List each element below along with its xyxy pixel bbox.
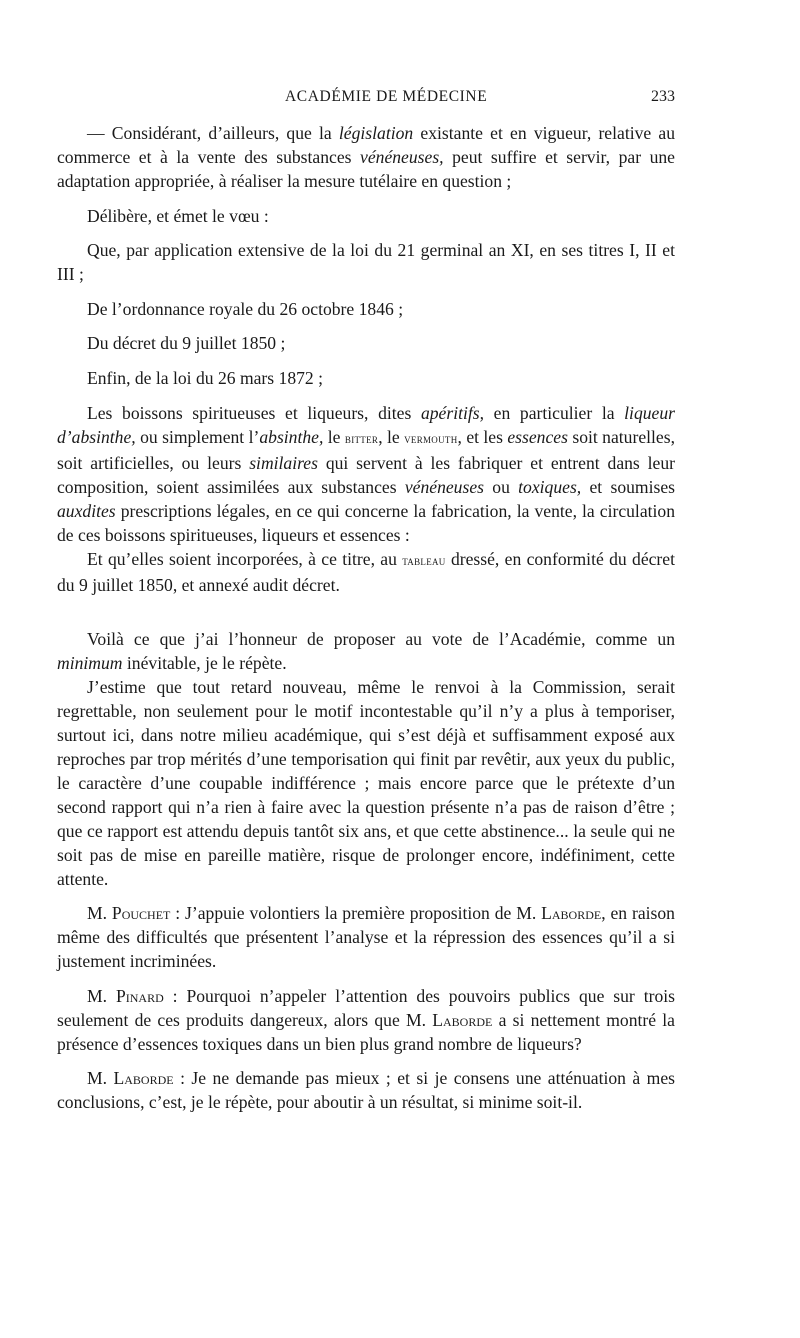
italic-term: similaires <box>249 452 318 473</box>
text-run: soit naturelles, soit artificielles, ou leurs <box>57 426 675 473</box>
small-caps-term: tableau <box>402 552 446 568</box>
paragraph-voila <box>57 627 675 675</box>
small-caps-term: bitter <box>344 430 379 446</box>
text-run: prescriptions légales, en ce qui concerne la fabrication, la vente, la circulation de ces boissons spiritueuses, liqueurs et essences : <box>57 500 675 545</box>
text-run: ou <box>483 476 519 497</box>
paragraph-delibere: Délibère, et émet le vœu : <box>87 205 269 226</box>
paragraph-estime: J’estime que tout retard nouveau, même le renvoi à la Commission, serait regrettable, non seulement pour le motif incontestable qu’il n’y a plus à temporiser, surtout ici, dans notre milieu académique, qui s’est déjà et suffisamment exposé aux reproches par trop mérités d’une temporisation qui finit par revêtir, aux yeux du public, le caractère d’une coupable indifférence ; mais encore parce que le prétexte d’un second rapport qui n’a rien à faire avec la question présente n’a pas de raison d’être ; que ce rapport est attendu depuis tantôt six ans, et que cette abstinence... la seule qui ne soit pas de mise en pareille matière, risque de prolonger encore, indéfiniment, cette attente. <box>57 676 675 889</box>
text-run: peut suffire et servir, par une adaptation appropriée, à réaliser la mesure tutélaire en question ; <box>57 147 675 191</box>
text-run: qui servent à les fabriquer et entrent dans leur composition, soient assimilées aux substances <box>57 452 675 497</box>
paragraph-boissons <box>57 401 675 547</box>
italic-term: liqueur d’absinthe, <box>57 402 675 447</box>
text-run: — Considérant, d’ailleurs, que la <box>87 123 339 143</box>
paragraph-decret: Du décret du 9 juillet 1850 ; <box>87 333 286 354</box>
text-run: le <box>323 426 345 447</box>
page-number: 233 <box>651 88 675 105</box>
speaker-name: Laborde <box>113 1068 174 1089</box>
text-run: Voilà ce que j’ai l’honneur de proposer au vote de l’Académie, comme un <box>87 628 675 649</box>
italic-term: toxiques, <box>518 476 582 497</box>
paragraph-pouchet <box>57 901 675 973</box>
text-run: existante et en vigueur, relative au commerce et à la vente des substances <box>57 123 675 167</box>
italic-term: minimum <box>57 652 123 673</box>
speaker-name: Pinard <box>115 985 164 1006</box>
text-run: M. <box>87 985 116 1006</box>
speaker-name: Laborde <box>432 1009 493 1030</box>
text-run: Les boissons spiritueuses et liqueurs, dites <box>87 402 421 423</box>
page-body <box>57 121 675 1125</box>
paragraph-ordonnance: De l’ordonnance royale du 26 octobre 1846 ; <box>87 298 404 319</box>
paragraph-loi-1872: Enfin, de la loi du 26 mars 1872 ; <box>87 367 324 388</box>
text-run: Et qu’elles soient incorporées, à ce titre, au <box>87 548 403 569</box>
italic-term: vénéneuses <box>404 476 484 497</box>
speaker-name: Laborde <box>541 903 602 924</box>
text-run: ou simplement l’ <box>135 426 260 447</box>
italic-term: législation <box>338 123 414 143</box>
paragraph-loi-germinal: Que, par application extensive de la loi du 21 germinal an XI, en ses titres I, II et III ; <box>57 240 675 285</box>
paragraph-considerant <box>57 121 675 193</box>
italic-term: auxdites <box>57 500 116 521</box>
running-title: ACADÉMIE DE MÉDECINE <box>285 88 488 105</box>
text-run: et soumises <box>581 476 676 497</box>
italic-term: essences <box>507 426 568 447</box>
text-run: , et les <box>457 426 508 447</box>
text-run: en particulier la <box>484 402 625 423</box>
text-run: , le <box>378 426 405 447</box>
small-caps-term: vermouth <box>404 430 458 446</box>
text-run: dressé, en conformité du décret du 9 juillet 1850, et annexé audit décret. <box>57 548 675 595</box>
paragraph-pinard <box>57 984 675 1056</box>
italic-term: absinthe, <box>259 426 324 447</box>
page-header <box>0 88 800 112</box>
text-run: inévitable, je le répète. <box>122 652 287 673</box>
italic-term: vénéneuses, <box>360 147 444 167</box>
text-run: a si nettement montré la présence d’essences toxiques dans un bien plus grand nombre de liqueurs? <box>57 1009 675 1054</box>
text-run: , en raison même des difficultés que présentent l’analyse et la répression des essences qu’il a si justement incriminées. <box>57 903 675 972</box>
text-run: M. <box>87 903 112 924</box>
text-run: : Pourquoi n’appeler l’attention des pouvoirs publics que sur trois seulement de ces produits dangereux, alors que M. <box>57 985 675 1030</box>
paragraph-laborde <box>57 1066 675 1114</box>
speaker-name: Pouchet <box>111 903 171 924</box>
italic-term: apéritifs, <box>420 402 485 423</box>
text-run: : Je ne demande pas mieux ; et si je consens une atténuation à mes conclusions, c’est, je le répète, pour aboutir à un résultat, si minime soit-il. <box>57 1068 675 1113</box>
text-run: M. <box>87 1068 114 1089</box>
paragraph-incorporees <box>57 547 675 597</box>
text-run: : J’appuie volontiers la première proposition de M. <box>170 903 542 924</box>
